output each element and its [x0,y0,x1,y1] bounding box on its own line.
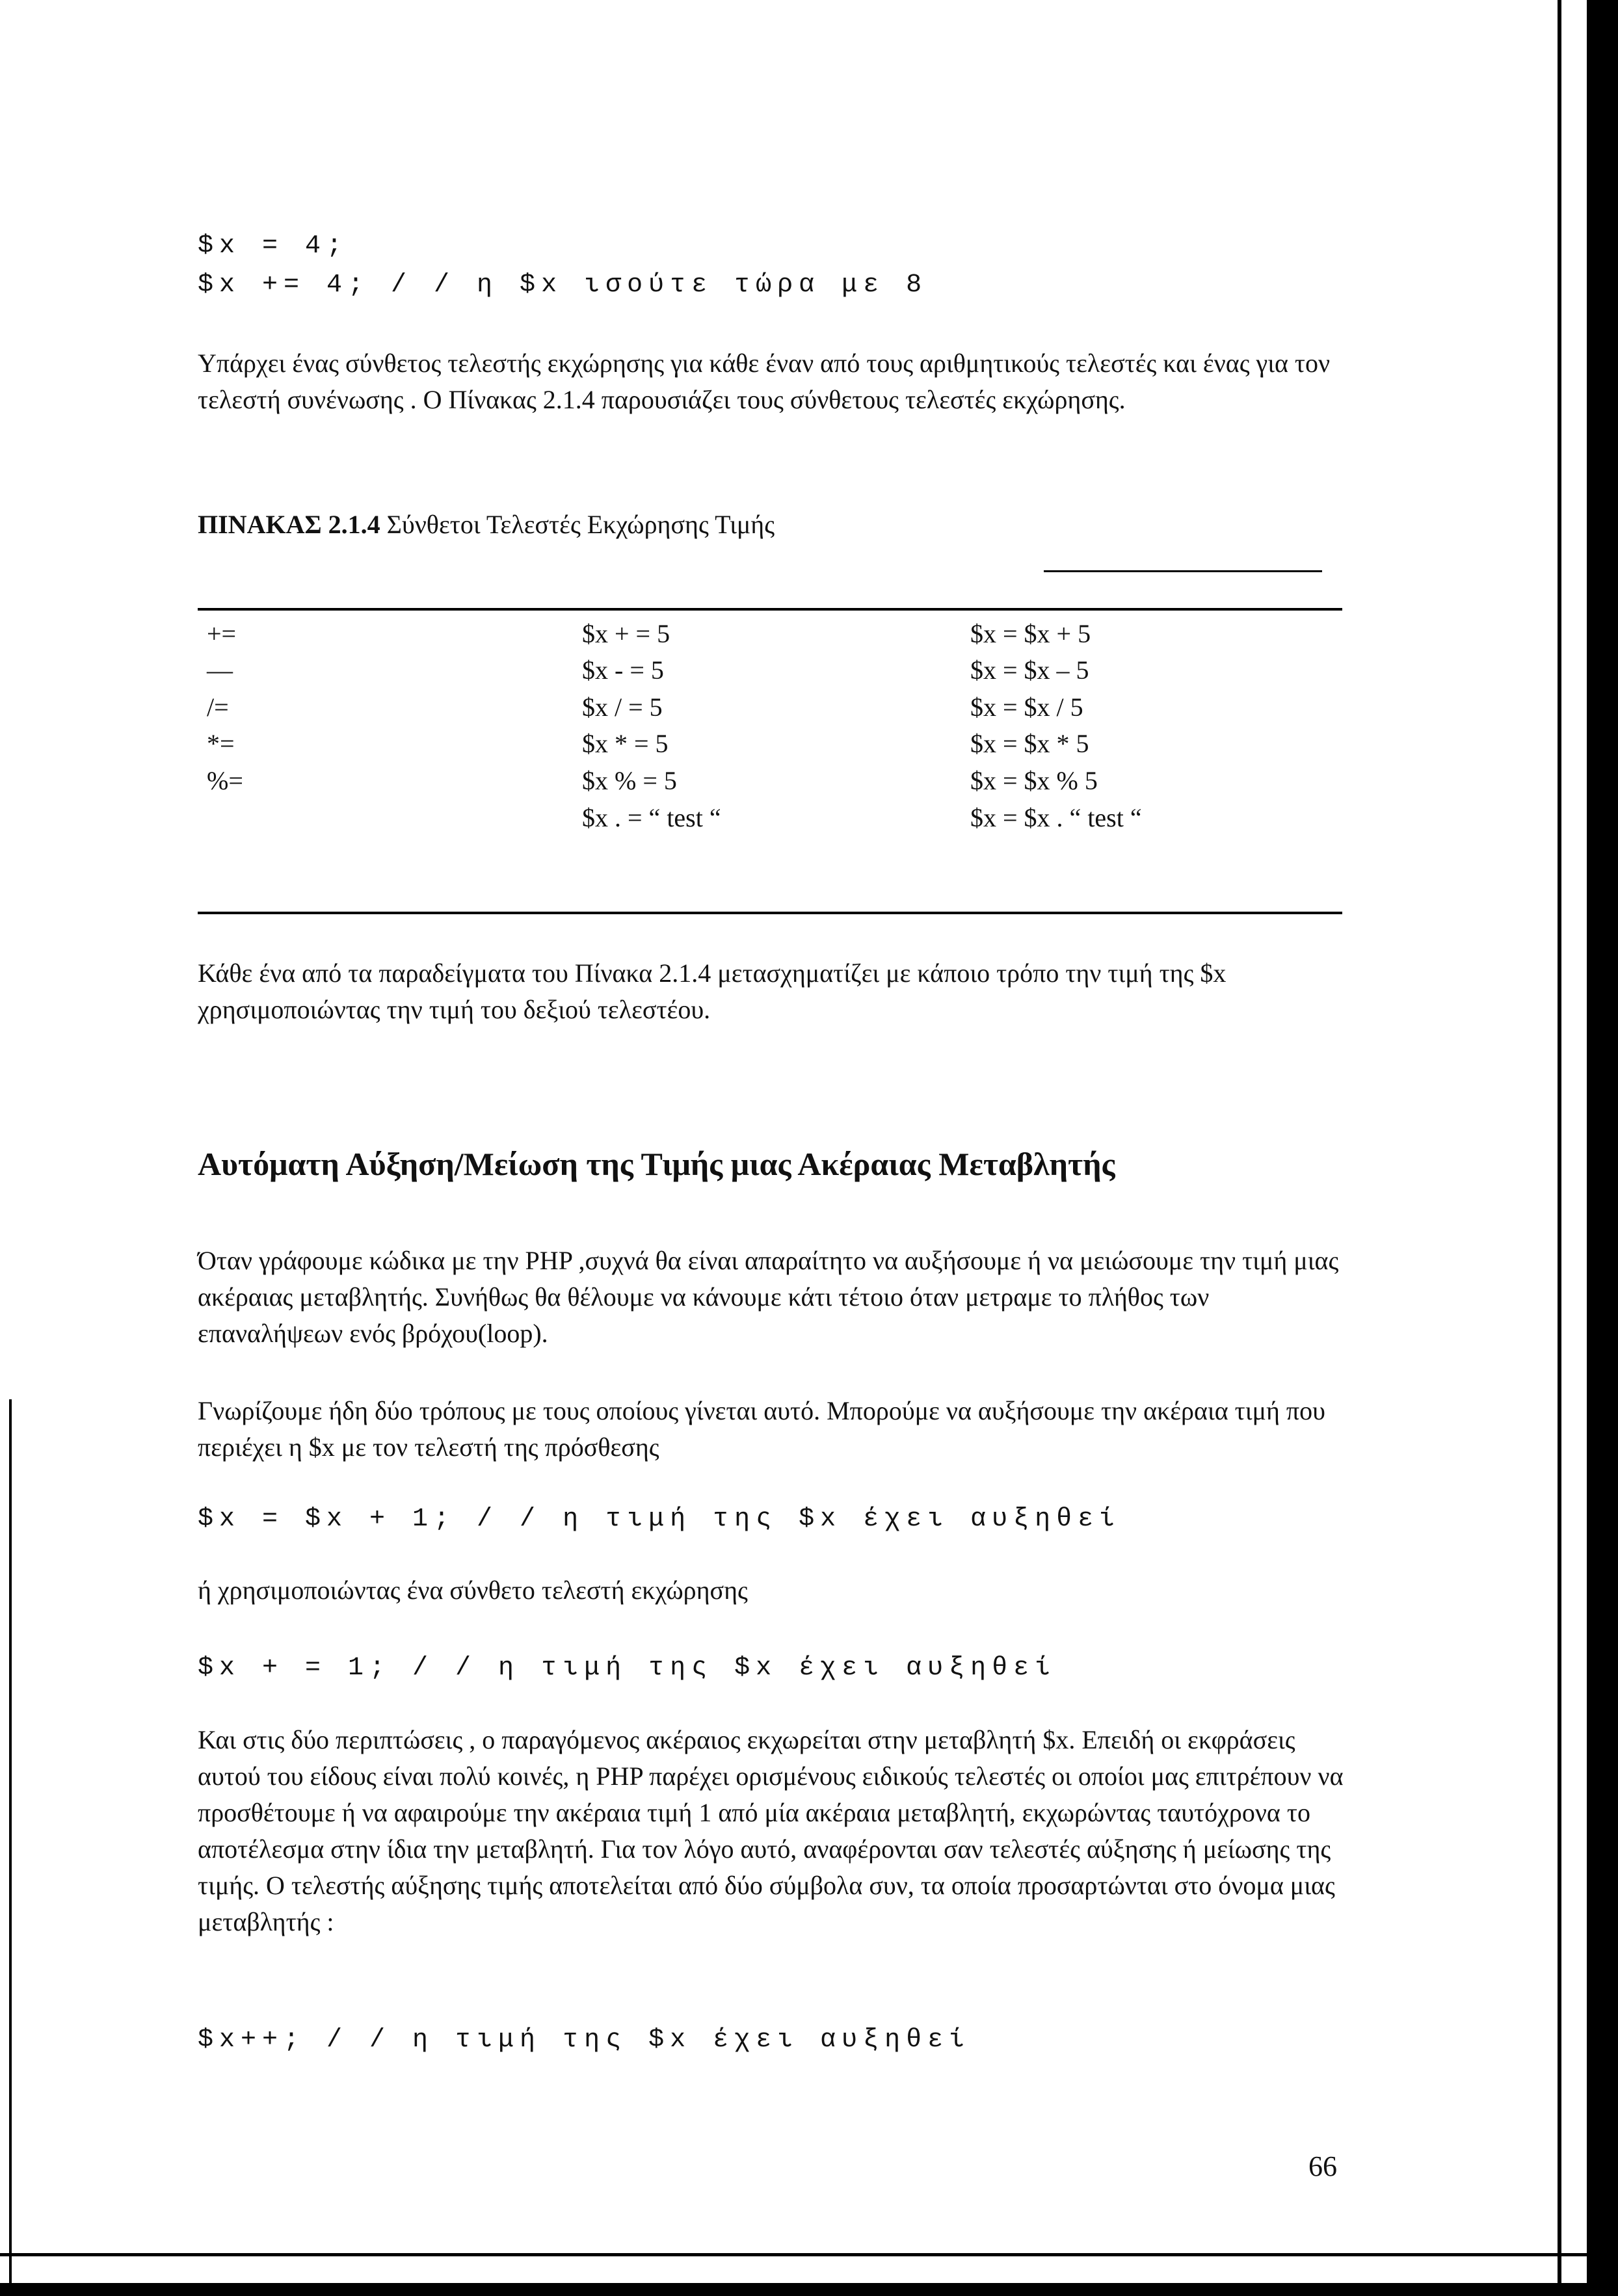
table-cell-usage: $x + = 5 [582,619,670,648]
scan-border-right [1587,0,1618,2296]
section-heading: Αυτόματη Αύξηση/Μείωση της Τιμής μιας Ακέραιας Μεταβλητής [198,1146,1115,1182]
table-cell-equivalent: $x = $x / 5 [970,693,1083,722]
table-cell-usage: $x . = “ test “ [582,803,721,832]
table-cell-equivalent: $x = $x – 5 [970,655,1089,685]
table-rule-top [198,608,1342,611]
bottom-margin-line [0,2253,1587,2256]
code-line: $x += 4; / / η $x ισούτε τώρα με 8 [198,271,928,300]
table-cell-usage: $x % = 5 [582,766,677,795]
table-title [198,512,775,538]
left-edge-mark [9,1399,12,2283]
right-margin-line [1558,0,1561,2283]
table-cell-operator: %= [207,766,243,795]
paragraph: Γνωρίζουμε ήδη δύο τρόπους με τους οποίους γίνεται αυτό. Μπορούμε να αυξήσουμε την ακέραια τιμή που περιέχει η $x με τον τελεστή της πρόσθεσης [198,1396,1325,1462]
table-cell-equivalent: $x = $x + 5 [970,619,1091,648]
code-line: $x = 4; [198,231,349,261]
paragraph: Όταν γράφουμε κώδικα με την PHP ,συχνά θα είναι απαραίτητο να αυξήσουμε ή να μειώσουμε την τιμή μιας ακέραιας μεταβλητής. Συνήθως θα θέλουμε να κάνουμε κάτι τέτοιο όταν μετραμε το πλήθος των επαναλήψεων ενός βρόχου(loop). [198,1246,1339,1348]
table-cell-operator: += [207,619,237,648]
table-cell-usage: $x / = 5 [582,693,663,722]
table-rule-bottom [198,912,1342,914]
table-cell-equivalent: $x = $x . “ test “ [970,803,1142,832]
paragraph: Υπάρχει ένας σύνθετος τελεστής εκχώρησης για κάθε έναν από τους αριθμητικούς τελεστές και ένας για τον τελεστή συνένωσης . Ο Πίνακας 2.1.4 παρουσιάζει τους σύνθετους τελεστές εκχώρησης. [198,349,1331,414]
table-cell-operator: /= [207,693,229,722]
table-rule-top-short [1044,570,1322,572]
code-line: $x++; / / η τιμή της $x έχει αυξηθεί [198,2025,971,2055]
code-line: $x + = 1; / / η τιμή της $x έχει αυξηθεί [198,1654,1057,1683]
table-cell-equivalent: $x = $x * 5 [970,729,1089,758]
table-label: ΠΙΝΑΚΑΣ 2.1.4 [198,510,380,539]
paragraph: ή χρησιμοποιώντας ένα σύνθετο τελεστή εκχώρησης [198,1576,748,1605]
paragraph: Κάθε ένα από τα παραδείγματα του Πίνακα 2.1.4 μετασχηματίζει με κάποιο τρόπο την τιμή της $x χρησιμοποιώντας την τιμή του δεξιού τελεστέου. [198,958,1227,1024]
table-cell-usage: $x * = 5 [582,729,669,758]
table-cell-operator: *= [207,729,235,758]
table-cell-operator: — [207,655,233,685]
page-number: 66 [1308,2150,1337,2182]
paragraph: Και στις δύο περιπτώσεις , ο παραγόμενος ακέραιος εκχωρείται στην μεταβλητή $x. Επειδή οι εκφράσεις αυτού του είδους είναι πολύ κοινές, η PHP παρέχει ορισμένους ειδικούς τελεστές οι οποίοι μας επιτρέπουν να προσθέτουμε ή να αφαιρούμε την ακέραια τιμή 1 από μία ακέραια μεταβλητή, εκχωρώντας ταυτόχρονα το αποτέλεσμα στην ίδια την μεταβλητή. Για τον λόγο αυτό, αναφέρονται σαν τελεστές αύξησης ή μείωσης της τιμής. Ο τελεστής αύξησης τιμής αποτελείται από δύο σύμβολα συν, τα οποία προσαρτώνται στο όνομα μιας μεταβλητής : [198,1725,1344,1936]
table-caption: Σύνθετοι Τελεστές Εκχώρησης Τιμής [386,510,775,539]
code-line: $x = $x + 1; / / η τιμή της $x έχει αυξηθεί [198,1505,1121,1534]
table-cell-usage: $x - = 5 [582,655,664,685]
scan-border-bottom [0,2283,1618,2296]
table-cell-equivalent: $x = $x % 5 [970,766,1098,795]
